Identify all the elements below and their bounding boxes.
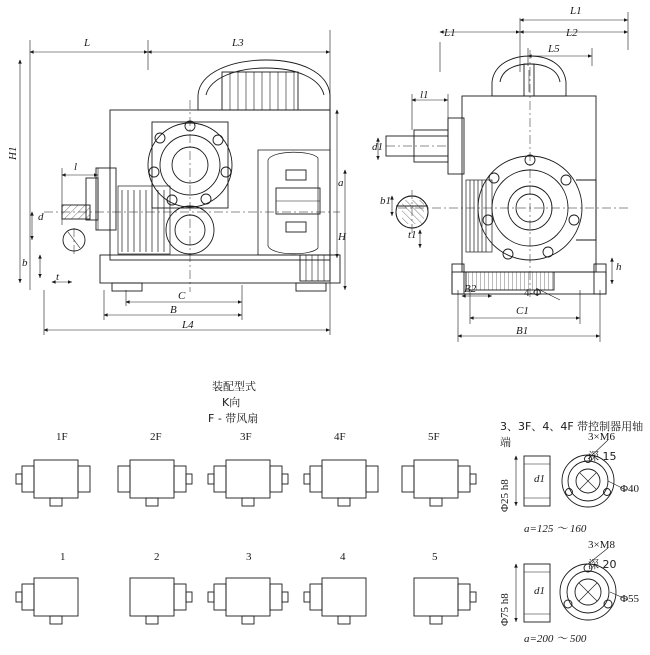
- dim-d1-label: d1: [372, 141, 383, 153]
- dim-B2-label: B2: [464, 283, 477, 295]
- dim-t-label: t: [56, 271, 60, 283]
- variant-label-2f: 2F: [150, 431, 162, 443]
- variant-label-5f: 5F: [428, 431, 440, 443]
- dim-l-label: l: [74, 161, 78, 173]
- shaft-end-note: 3、3F、4、4F 带控制器用轴端: [500, 420, 644, 449]
- mounting-row-plain: [16, 578, 476, 624]
- dim-H1-label: H1: [7, 146, 19, 160]
- dim-b-label: b: [22, 257, 28, 269]
- shaft1-range-label: a=125 ～ 160: [524, 523, 587, 535]
- dim-B-label: B: [170, 304, 177, 316]
- figure-title: 装配型式: [212, 380, 256, 393]
- shaft1-depth-label: 深 15: [588, 450, 617, 463]
- variant-label-3: 3: [246, 551, 252, 563]
- dim-d-label: d: [38, 211, 44, 223]
- dim-H-label: H: [338, 231, 346, 243]
- dim-L-label: L: [84, 37, 91, 49]
- view-direction-label: K向: [222, 396, 241, 409]
- shaft1-circle-label: Φ40: [620, 483, 640, 495]
- dim-t1-label: t1: [408, 229, 417, 241]
- dim-C-label: C: [178, 290, 186, 302]
- shaft2-circle-label: Φ55: [620, 593, 640, 605]
- shaft1-diameter-label: Φ25 h8: [499, 479, 511, 512]
- shaft2-symbol-label: d1: [534, 585, 545, 597]
- dim-L4-label: L4: [182, 319, 194, 331]
- fan-note-label: F - 带风扇: [208, 412, 259, 425]
- shaft2-depth-label: 深 20: [588, 558, 617, 571]
- dim-a-label: a: [338, 177, 344, 189]
- dim-C1-label: C1: [516, 305, 529, 317]
- dim-h-label: h: [616, 261, 622, 273]
- dim-b1-label: b1: [380, 195, 391, 207]
- right-end-view: [378, 12, 628, 342]
- variant-label-4: 4: [340, 551, 346, 563]
- shaft2-diameter-label: Φ75 h8: [499, 593, 511, 626]
- dim-B1-label: B1: [516, 325, 529, 337]
- holes-label: 4-Φ: [524, 287, 542, 299]
- shaft2-range-label: a=200 ～ 500: [524, 633, 587, 645]
- variant-label-4f: 4F: [334, 431, 346, 443]
- variant-label-1f: 1F: [56, 431, 68, 443]
- variant-label-1: 1: [60, 551, 66, 563]
- dim-L2-label: L2: [566, 27, 578, 39]
- dim-l1-label: l1: [420, 89, 429, 101]
- shaft1-symbol-label: d1: [534, 473, 545, 485]
- variant-label-3f: 3F: [240, 431, 252, 443]
- shaft2-bolt-spec: 3×M8: [588, 539, 615, 551]
- dim-L3-label: L3: [232, 37, 244, 49]
- mounting-row-fan: [16, 460, 476, 506]
- variant-label-2: 2: [154, 551, 160, 563]
- dim-L1-top-label: L1: [570, 5, 582, 17]
- variant-label-5: 5: [432, 551, 438, 563]
- dim-L5-label: L5: [548, 43, 560, 55]
- shaft1-bolt-spec: 3×M6: [588, 431, 615, 443]
- dim-L1-label: L1: [444, 27, 456, 39]
